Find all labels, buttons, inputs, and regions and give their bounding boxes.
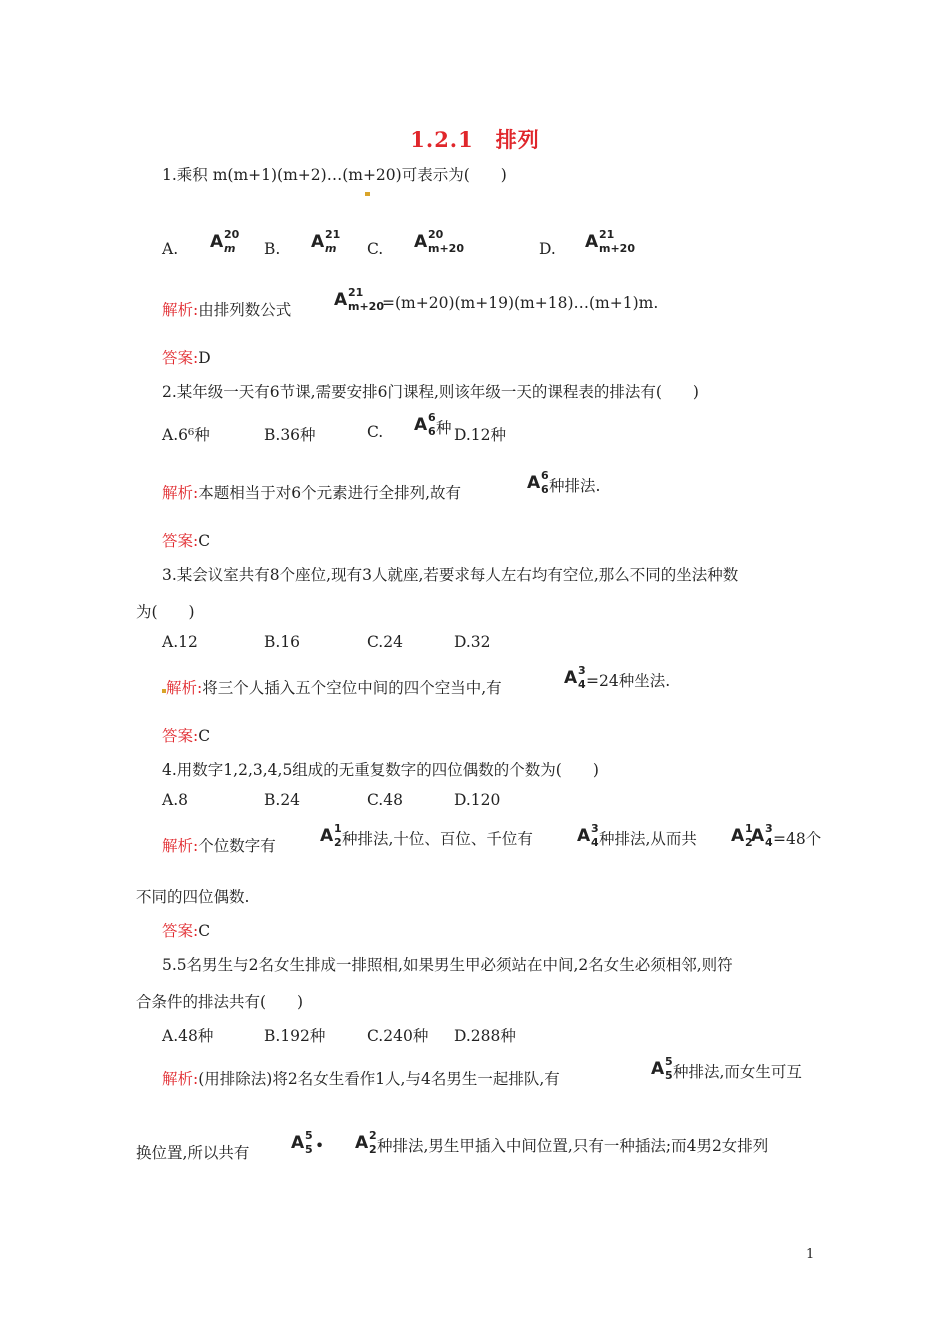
page-title: 1.2.1 排列	[410, 127, 540, 152]
q5-option-c: C.240种	[367, 1027, 429, 1045]
q1-option-a-symbol: A 20 m	[210, 228, 240, 255]
page-number: 1	[806, 1247, 815, 1262]
q2-analysis-formula: A 6 6 种排法.	[527, 469, 601, 496]
q2-option-a: A.6⁶种	[162, 426, 210, 444]
q3-option-a: A.12	[162, 633, 198, 651]
q3-answer: 答案:C	[162, 727, 211, 745]
q5-analysis-formula-3: A 2 2 种排法,男生甲插入中间位置,只有一种插法;而4男2女排列	[355, 1129, 769, 1156]
question-5-stem-line1: 5.5名男生与2名女生排成一排照相,如果男生甲必须站在中间,2名女生必须相邻,则符	[162, 956, 733, 974]
q5-analysis-formula-1: A 5 5 种排法,而女生可互	[651, 1055, 802, 1082]
question-3-stem-line1: 3.某会议室共有8个座位,现有3人就座,若要求每人左右均有空位,那么不同的坐法种数	[162, 566, 739, 584]
decorative-mark	[365, 192, 370, 196]
q4-option-d: D.120	[454, 791, 501, 809]
q4-analysis-formula-3: A 1 2 A 3 4 =48个	[731, 822, 822, 849]
q5-option-d: D.288种	[454, 1027, 516, 1045]
q5-analysis-formula-2: A 5 5 •	[291, 1129, 325, 1156]
q2-option-d: D.12种	[454, 426, 507, 444]
question-1-stem: 1.乘积 m(m+1)(m+2)…(m+20)可表示为( )	[162, 166, 507, 184]
question-2-stem: 2.某年级一天有6节课,需要安排6门课程,则该年级一天的课程表的排法有( )	[162, 383, 699, 401]
q5-option-a: A.48种	[162, 1027, 214, 1045]
q4-analysis-formula-2: A 3 4 种排法,从而共	[577, 822, 697, 849]
question-3-stem-line2: 为( )	[136, 603, 195, 621]
q2-option-c-symbol: A 6 6 种	[414, 411, 452, 438]
q1-option-c-symbol: A 20 m+20	[414, 228, 464, 255]
q5-analysis: 解析:(用排除法)将2名女生看作1人,与4名男生一起排队,有	[162, 1070, 560, 1088]
q4-option-b: B.24	[264, 791, 301, 809]
q4-answer: 答案:C	[162, 922, 211, 940]
question-5-stem-line2: 合条件的排法共有( )	[136, 993, 304, 1011]
q4-option-a: A.8	[162, 791, 188, 809]
q1-analysis-formula: A 21 m+20 =(m+20)(m+19)(m+18)…(m+1)m.	[334, 286, 659, 313]
q5-option-b: B.192种	[264, 1027, 326, 1045]
q1-option-b: B.	[264, 240, 281, 258]
q3-analysis-formula: A 3 4 =24种坐法.	[564, 664, 671, 691]
q1-answer: 答案:D	[162, 349, 211, 367]
q5-analysis-line2: 换位置,所以共有	[136, 1144, 250, 1162]
q1-option-d: D.	[539, 240, 556, 258]
q1-analysis: 解析:由排列数公式	[162, 301, 292, 319]
q3-analysis: 解析:将三个人插入五个空位中间的四个空当中,有	[166, 679, 502, 697]
q4-option-c: C.48	[367, 791, 403, 809]
q2-option-b: B.36种	[264, 426, 316, 444]
q2-analysis: 解析:本题相当于对6个元素进行全排列,故有	[162, 484, 462, 502]
q3-option-b: B.16	[264, 633, 301, 651]
question-4-stem: 4.用数字1,2,3,4,5组成的无重复数字的四位偶数的个数为( )	[162, 761, 599, 779]
q4-analysis: 解析:个位数字有	[162, 837, 276, 855]
q3-option-d: D.32	[454, 633, 491, 651]
q1-option-a: A.	[162, 240, 179, 258]
q1-option-d-symbol: A 21 m+20	[585, 228, 635, 255]
q4-analysis-line2: 不同的四位偶数.	[136, 888, 250, 906]
q2-option-c: C.	[367, 423, 384, 441]
q1-option-b-symbol: A 21 m	[311, 228, 341, 255]
q3-option-c: C.24	[367, 633, 403, 651]
q1-option-c: C.	[367, 240, 384, 258]
q2-answer: 答案:C	[162, 532, 211, 550]
q4-analysis-formula-1: A 1 2 种排法,十位、百位、千位有	[320, 822, 533, 849]
